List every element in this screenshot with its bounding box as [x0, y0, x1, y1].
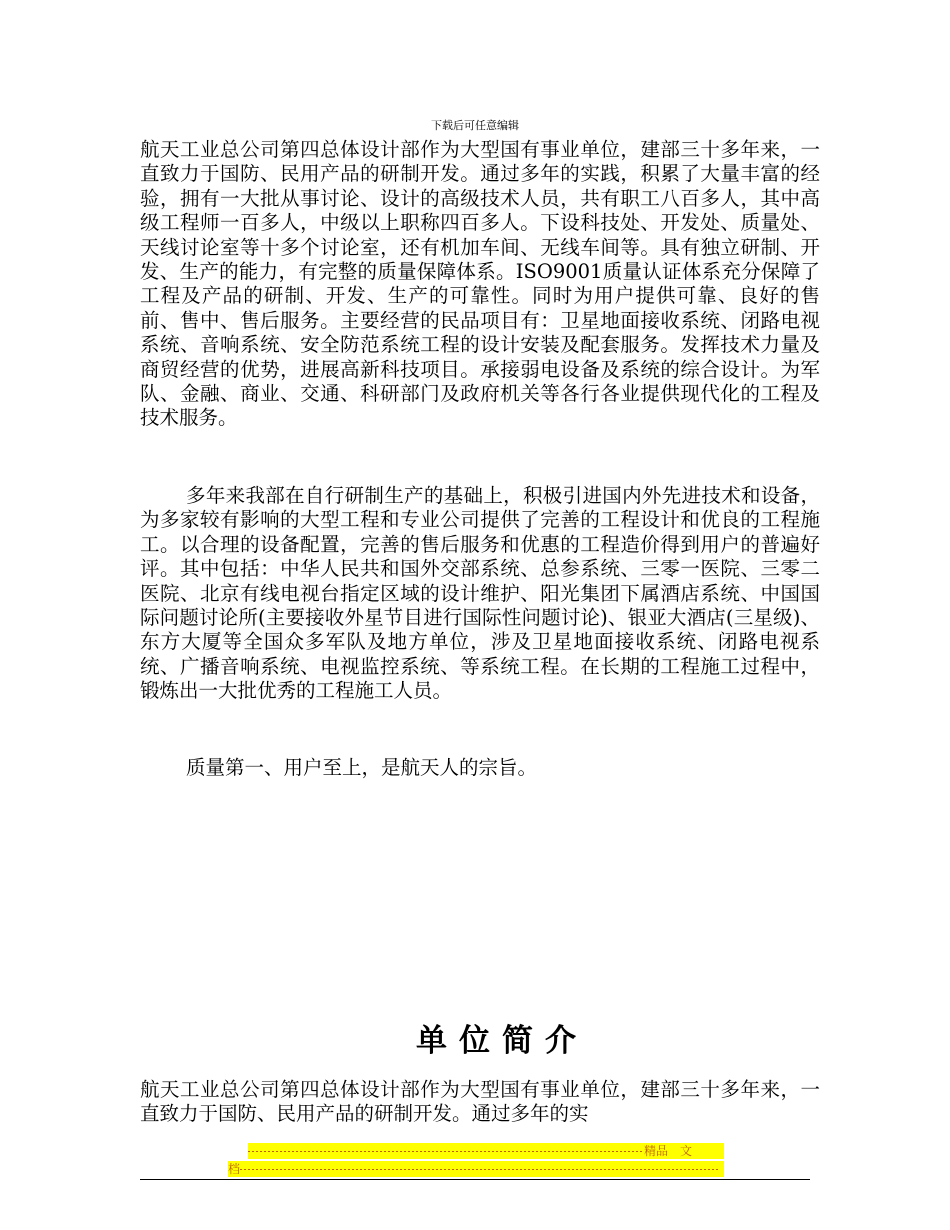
paragraph-intro: 航天工业总公司第四总体设计部作为大型国有事业单位，建部三十多年来，一直致力于国防、民用产品的研制开发。通过多年的实践，积累了大量丰富的经验，拥有一大批从事讨论、设计的高级技术人员，共有职工八百多人，其中高级工程师一百多人，中级以上职称四百多人。下设科技处、开发处、质量处、天线讨论室等十多个讨论室，还有机加车间、无线车间等。具有独立研制、开发、生产的能力，有完整的质量保障体系。ISO9001质量认证体系充分保障了工程及产品的研制、开发、生产的可靠性。同时为用户提供可靠、良好的售前、售中、售后服务。主要经营的民品项目有：卫星地面接收系统、闭路电视系统、音响系统、安全防范系统工程的设计安装及配套服务。发挥技术力量及商贸经营的优势，进展高新科技项目。承接弱电设备及系统的综合设计。为军队、金融、商业、交通、科研部门及政府机关等各行各业提供现代化的工程及技术服务。	[140, 138, 820, 430]
footer-rule	[140, 1179, 810, 1180]
paragraph-projects: 多年来我部在自行研制生产的基础上，积极引进国内外先进技术和设备，为多家较有影响的大型工程和专业公司提供了完善的工程设计和优良的工程施工。以合理的设备配置，完善的售后服务和优惠的工程造价得到用户的普遍好评。其中包括：中华人民共和国外交部系统、总参系统、三零一医院、三零二医院、北京有线电视台指定区域的设计维护、阳光集团下属酒店系统、中国国际问题讨论所(主要接收外星节目进行国际性问题讨论)、银亚大酒店(三星级)、东方大厦等全国众多军队及地方单位，涉及卫星地面接收系统、闭路电视系统、广播音响系统、电视监控系统、等系统工程。在长期的工程施工过程中，锻炼出一大批优秀的工程施工人员。	[140, 484, 820, 703]
footer-band-line-1	[248, 1143, 724, 1159]
footer-label-2: 档	[228, 1162, 241, 1176]
section-title: 单位简介	[416, 1023, 588, 1059]
footer-band-line-2	[228, 1161, 724, 1177]
paragraph-intro-repeat	[140, 1078, 820, 1127]
footer-dashes	[248, 1143, 644, 1159]
paragraph-motto: 质量第一、用户至上，是航天人的宗旨。	[186, 756, 538, 779]
footer-dashes	[240, 1161, 720, 1177]
paragraph-intro-repeat-text: 航天工业总公司第四总体设计部作为大型国有事业单位，建部三十多年来，一直致力于国防、民用产品的研制开发。通过多年的实	[140, 1078, 820, 1126]
header-note: 下载后可任意编辑	[431, 119, 519, 132]
footer-label-1: 精品 文	[644, 1144, 693, 1158]
